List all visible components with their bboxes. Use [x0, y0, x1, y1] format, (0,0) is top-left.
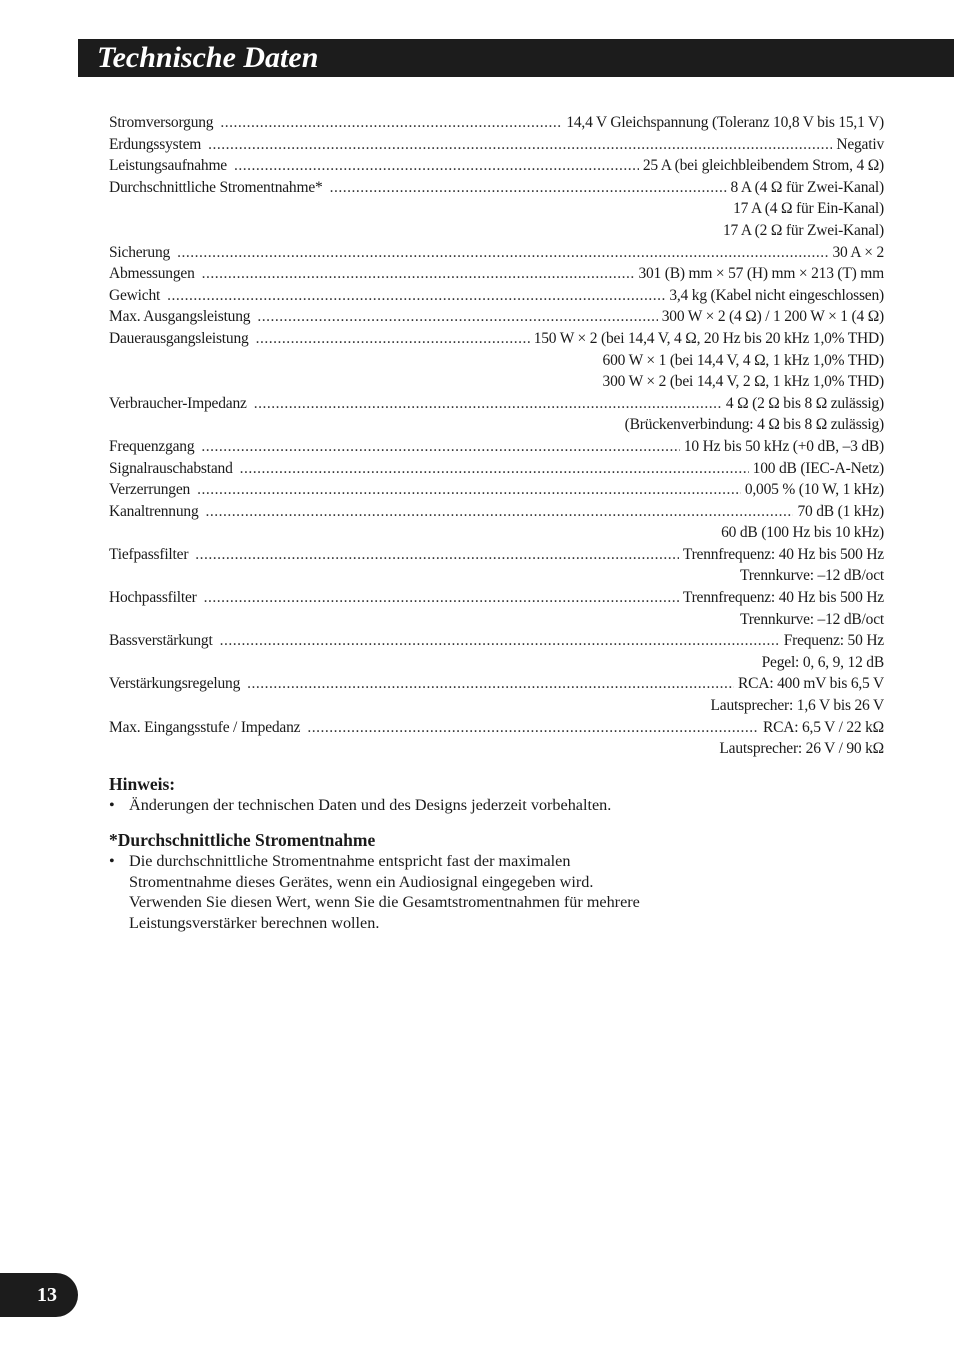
- spec-value: 8 A (4 Ω für Zwei-Kanal): [730, 178, 884, 196]
- spec-row: [109, 717, 884, 739]
- page-title: Technische Daten: [97, 41, 319, 74]
- bullet-mark: •: [109, 852, 115, 870]
- spec-label: Verstärkungsregelung: [109, 675, 241, 693]
- dot-leader: [177, 242, 828, 264]
- header-bar: [78, 39, 954, 77]
- spec-row: [109, 285, 884, 307]
- dot-leader: [201, 436, 679, 458]
- dot-leader: [167, 285, 665, 307]
- spec-label: Sicherung: [109, 243, 171, 261]
- stromentnahme-section: [109, 829, 884, 933]
- spec-row: [109, 112, 884, 134]
- spec-value: 3,4 kg (Kabel nicht eingeschlossen): [669, 286, 884, 304]
- spec-label: Signalrauschabstand: [109, 459, 233, 477]
- dot-leader: [202, 263, 635, 285]
- spec-value: 70 dB (1 kHz): [797, 502, 884, 520]
- spec-label: Erdungssystem: [109, 135, 202, 153]
- spec-value-continuation: Trennkurve: –12 dB/oct: [740, 610, 884, 628]
- spec-label: Bassverstärkungt: [109, 632, 213, 650]
- spec-value: RCA: 6,5 V / 22 kΩ: [762, 718, 884, 736]
- dot-leader: [195, 544, 679, 566]
- spec-label: Kanaltrennung: [109, 502, 199, 520]
- spec-label: Dauerausgangsleistung: [109, 329, 249, 347]
- spec-row: [109, 242, 884, 264]
- spec-label: Verbraucher-Impedanz: [109, 394, 247, 412]
- spec-value-continuation: Pegel: 0, 6, 9, 12 dB: [761, 653, 884, 671]
- spec-value: Trennfrequenz: 40 Hz bis 500 Hz: [682, 545, 884, 563]
- dot-leader: [220, 112, 562, 134]
- spec-row: [109, 306, 884, 328]
- spec-value: 4 Ω (2 Ω bis 8 Ω zulässig): [725, 394, 884, 412]
- spec-value: 14,4 V Gleichspannung (Toleranz 10,8 V bis 15,1 V): [566, 114, 884, 131]
- spec-value-continuation: Lautsprecher: 26 V / 90 kΩ: [719, 740, 884, 758]
- spec-row: [109, 544, 884, 566]
- spec-value: 100 dB (IEC-A-Netz): [752, 459, 884, 477]
- page-number: 13: [37, 1284, 57, 1306]
- spec-value: 10 Hz bis 50 kHz (+0 dB, –3 dB): [683, 437, 884, 455]
- bullet-mark: •: [109, 796, 115, 814]
- dot-leader: [240, 458, 749, 480]
- spec-row: [109, 177, 884, 199]
- dot-leader: [197, 479, 741, 501]
- spec-label: Stromversorgung: [109, 114, 214, 131]
- spec-value: 301 (B) mm × 57 (H) mm × 213 (T) mm: [638, 265, 884, 283]
- stromentnahme-line: Leistungsverstärker berechnen wollen.: [129, 913, 380, 932]
- spec-row: [109, 134, 884, 156]
- spec-label: Leistungsaufnahme: [109, 157, 227, 175]
- dot-leader: [247, 673, 734, 695]
- spec-label: Durchschnittliche Stromentnahme*: [109, 178, 323, 196]
- dot-leader: [208, 134, 832, 156]
- spec-value-continuation: 600 W × 1 (bei 14,4 V, 4 Ω, 1 kHz 1,0% THD): [602, 351, 884, 369]
- spec-row: [109, 436, 884, 458]
- spec-label: Max. Eingangsstufe / Impedanz: [109, 718, 301, 736]
- spec-value-continuation: Trennkurve: –12 dB/oct: [740, 567, 884, 585]
- spec-value-continuation: 17 A (4 Ω für Ein-Kanal): [733, 200, 884, 218]
- spec-row: [109, 630, 884, 652]
- spec-label: Gewicht: [109, 286, 161, 304]
- spec-row: [109, 587, 884, 609]
- stromentnahme-heading: *Durchschnittliche Stromentnahme: [109, 830, 376, 850]
- spec-value-continuation: 17 A (2 Ω für Zwei-Kanal): [722, 221, 884, 239]
- spec-value: 0,005 % (10 W, 1 kHz): [744, 481, 884, 499]
- page-number-tab: [0, 1273, 78, 1317]
- stromentnahme-line: Verwenden Sie diesen Wert, wenn Sie die Gesamtstromentnahmen für mehrere: [129, 893, 640, 911]
- stromentnahme-line: Stromentnahme dieses Gerätes, wenn ein Audiosignal eingegeben wird.: [129, 872, 594, 891]
- spec-label: Abmessungen: [109, 265, 195, 283]
- spec-label: Frequenzgang: [109, 437, 195, 455]
- spec-row: [109, 393, 884, 415]
- stromentnahme-bullet: [109, 851, 884, 933]
- spec-list: [109, 112, 884, 760]
- spec-row: [109, 155, 884, 177]
- dot-leader: [307, 717, 759, 739]
- spec-row: [109, 479, 884, 501]
- spec-value-continuation: 60 dB (100 Hz bis 10 kHz): [721, 524, 884, 542]
- spec-label: Hochpassfilter: [109, 589, 197, 607]
- spec-value: Frequenz: 50 Hz: [783, 632, 884, 650]
- dot-leader: [234, 155, 639, 177]
- dot-leader: [204, 587, 679, 609]
- dot-leader: [256, 328, 530, 350]
- hinweis-text: Änderungen der technischen Daten und des Designs jederzeit vorbehalten.: [129, 796, 612, 814]
- spec-value: Negativ: [836, 135, 884, 153]
- dot-leader: [254, 393, 722, 415]
- spec-value: 300 W × 2 (4 Ω) / 1 200 W × 1 (4 Ω): [661, 308, 884, 326]
- spec-value: 30 A × 2: [832, 243, 884, 261]
- spec-value: RCA: 400 mV bis 6,5 V: [738, 675, 884, 693]
- spec-value: Trennfrequenz: 40 Hz bis 500 Hz: [682, 589, 884, 607]
- hinweis-section: [109, 773, 884, 816]
- dot-leader: [220, 630, 780, 652]
- spec-label: Verzerrungen: [109, 481, 191, 499]
- spec-row: [109, 328, 884, 350]
- dot-leader: [330, 177, 727, 199]
- spec-value-continuation: (Brückenverbindung: 4 Ω bis 8 Ω zulässig): [624, 416, 884, 434]
- hinweis-heading: Hinweis:: [109, 774, 176, 794]
- stromentnahme-line: Die durchschnittliche Stromentnahme entspricht fast der maximalen: [129, 852, 571, 870]
- spec-label: Max. Ausgangsleistung: [109, 308, 251, 326]
- dot-leader: [257, 306, 657, 328]
- spec-value-continuation: 300 W × 2 (bei 14,4 V, 2 Ω, 1 kHz 1,0% THD): [602, 373, 884, 391]
- spec-row: [109, 673, 884, 695]
- spec-value: 25 A (bei gleichbleibendem Strom, 4 Ω): [642, 157, 884, 175]
- spec-row: [109, 501, 884, 523]
- spec-label: Tiefpassfilter: [109, 545, 189, 563]
- spec-value: 150 W × 2 (bei 14,4 V, 4 Ω, 20 Hz bis 20 kHz 1,0% THD): [533, 329, 884, 347]
- dot-leader: [206, 501, 794, 523]
- hinweis-bullet: [109, 795, 884, 816]
- spec-row: [109, 263, 884, 285]
- spec-row: [109, 458, 884, 480]
- spec-value-continuation: Lautsprecher: 1,6 V bis 26 V: [710, 697, 884, 715]
